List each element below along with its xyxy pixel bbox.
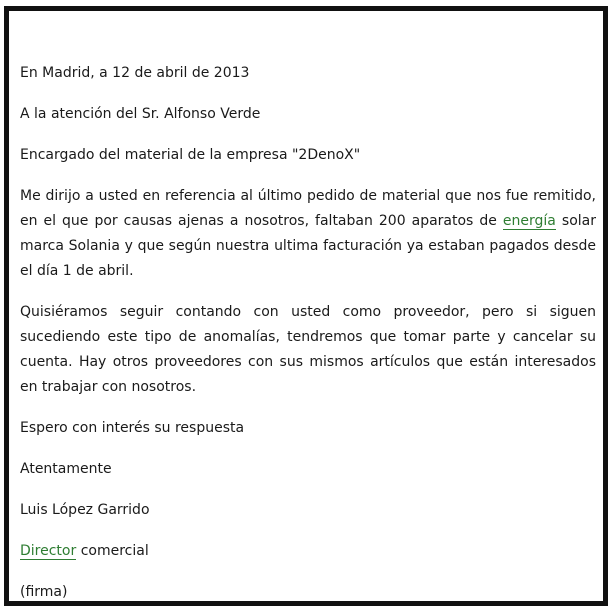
signature-placeholder: (firma) xyxy=(20,584,68,600)
letter-body xyxy=(20,61,596,605)
signer-name: Luis López Garrido xyxy=(20,502,150,518)
signer-title xyxy=(20,539,596,564)
signer-title-rest: comercial xyxy=(76,543,149,559)
body-paragraph-1 xyxy=(20,184,596,284)
recipient-role-line: Encargado del material de la empresa "2DenoX" xyxy=(20,147,361,163)
director-link[interactable]: Director xyxy=(20,543,77,559)
date-line: En Madrid, a 12 de abril de 2013 xyxy=(20,65,250,81)
closing-line-1: Espero con interés su respuesta xyxy=(20,420,245,436)
letter-frame xyxy=(4,6,608,606)
energia-link[interactable]: energía xyxy=(502,213,556,229)
body-paragraph-2: Quisiéramos seguir contando con usted como proveedor, pero si siguen sucediendo este tipo de anomalías, tendremos que tomar parte y cancelar su cuenta. Hay otros proveedores con sus mismos artículos que están interesados en trabajar con nosotros. xyxy=(20,304,596,395)
attention-line: A la atención del Sr. Alfonso Verde xyxy=(20,106,261,122)
body-paragraph-1-end: solar marca Solania y que según nuestra ultima facturación ya estaban pagados desde el día 1 de abril. xyxy=(20,213,596,279)
closing-line-2: Atentamente xyxy=(20,461,112,477)
body-paragraph-1-start: Me dirijo a usted en referencia al último pedido de material que nos fue remitido, en el que por causas ajenas a nosotros, faltaban 200 aparatos de xyxy=(20,188,596,229)
